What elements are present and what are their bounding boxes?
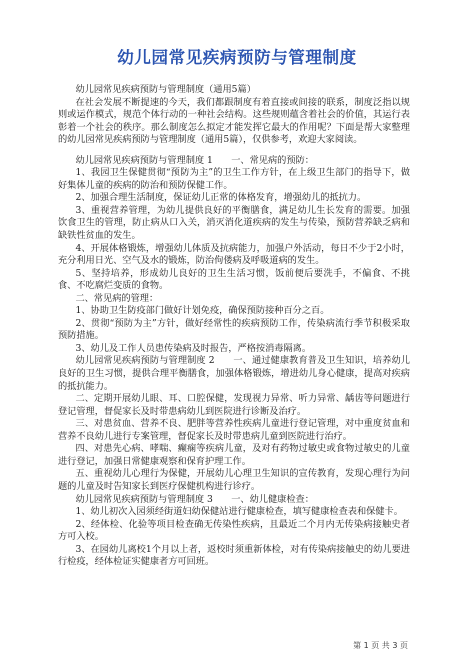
document-body — [58, 84, 410, 569]
section-1-heading: 幼儿园常见疾病预防与管理制度 1 一、常见病的预防： — [75, 154, 314, 166]
paragraph: 5、坚持培养，形成幼儿良好的卫生生活习惯，饭前便后要洗手，不偏食、不挑食、不吃腐烂变质的食物。 — [58, 267, 410, 292]
paragraph: 2、经体检、化验等项目检查确无传染性疾病，且最近二个月内无传染病接触史者方可入校。 — [58, 518, 410, 543]
section-2-heading: 幼儿园常见疾病预防与管理制度 2 一、通过健康教育普及卫生知识，培养幼儿良好的卫生习惯，提供合理平衡膳食，加强体格锻炼，增进幼儿身心健康，提高对疾病的抵抗能力。 — [58, 355, 410, 392]
paragraph: 2、贯彻“预防为主”方针，做好经常性的疾病预防工作，传染病流行季节积极采取预防措施。 — [58, 317, 410, 342]
page-number: 第 1 页 共 3 页 — [353, 641, 408, 650]
section-3-heading: 幼儿园常见疾病预防与管理制度 3 一、幼儿健康检查： — [75, 493, 314, 505]
paragraph: 2、加强合理生活制度，保证幼儿正常的体格发育，增强幼儿的抵抗力。 — [75, 192, 367, 204]
paragraph: 三、对患贫血、营养不良、肥胖等营养性疾病儿童进行登记管理，对中重度贫血和营养不良幼儿进行专案管理，督促家长及时带患病儿童到医院进行治疗。 — [58, 418, 410, 442]
paragraph: 1、我园卫生保健贯彻“预防为主”的卫生工作方针，在上级卫生部门的指导下，做好集体儿童的疾病的防治和预防保健工作。 — [58, 167, 410, 191]
paragraph: 1、幼儿初次入园须经街道妇幼保健站进行健康检查，填写健康检查表和保健卡。 — [75, 506, 403, 518]
paragraph: 3、在园幼儿离校1个月以上者，返校时须重新体检，对有传染病接触史的幼儿要进行检疫，经体检证实健康者方可回班。 — [58, 543, 410, 568]
intro-paragraph: 在社会发展不断提速的今天，我们都跟制度有着直接或间接的联系，制度泛指以规则或运作模式，规范个体行动的一种社会结构。这些规则蕴含着社会的价值，其运行表彰着一个社会的秩序。那么制度怎么拟定才能发挥它最大的作用呢？下面是帮大家整理的幼儿园常见疾病预防与管理制度（通用5篇），仅供参考，欢迎大家阅读。 — [58, 96, 410, 146]
paragraph: 3、幼儿及工作人员患传染病及时报告，严格按消毒隔离。 — [75, 342, 312, 354]
paragraph: 二、常见病的管理： — [75, 292, 159, 304]
paragraph: 二、定期开展幼儿眼、耳、口腔保健，发现视力异常、听力异常、龋齿等问题进行登记管理，督促家长及时带患病幼儿到医院进行诊断及治疗。 — [58, 393, 410, 417]
paragraph: 3、重视营养管理，为幼儿提供良好的平衡膳食，满足幼儿生长发育的需要。加强饮食卫生的管理，防止病从口入关，消灭消化道疾病的发生与传染，预防营养缺乏病和缺铁性贫血的发生。 — [58, 204, 410, 242]
paragraph: 4、开展体格锻炼，增强幼儿体质及抗病能力，加强户外活动，每日不少于2小时，充分利用日光、空气及水的锻炼，防治佝偻病及呼吸道病的发生。 — [58, 242, 410, 267]
page-title: 幼儿园常见疾病预防与管理制度 — [117, 48, 357, 67]
paragraph: 四、对患先心病、哮喘、癫痫等疾病儿童，及对有药物过敏史或食物过敏史的儿童进行登记，加强日常健康观察和保育护理工作。 — [58, 443, 410, 467]
subtitle-paragraph: 幼儿园常见疾病预防与管理制度（通用5篇） — [75, 84, 256, 95]
paragraph: 五、重视幼儿心理行为保健，开展幼儿心理卫生知识的宣传教育，发现心理行为问题的儿童及时告知家长到医疗保健机构进行诊疗。 — [58, 468, 410, 492]
paragraph: 1、协助卫生防疫部门做好计划免疫，确保预防接种百分之百。 — [75, 305, 330, 317]
